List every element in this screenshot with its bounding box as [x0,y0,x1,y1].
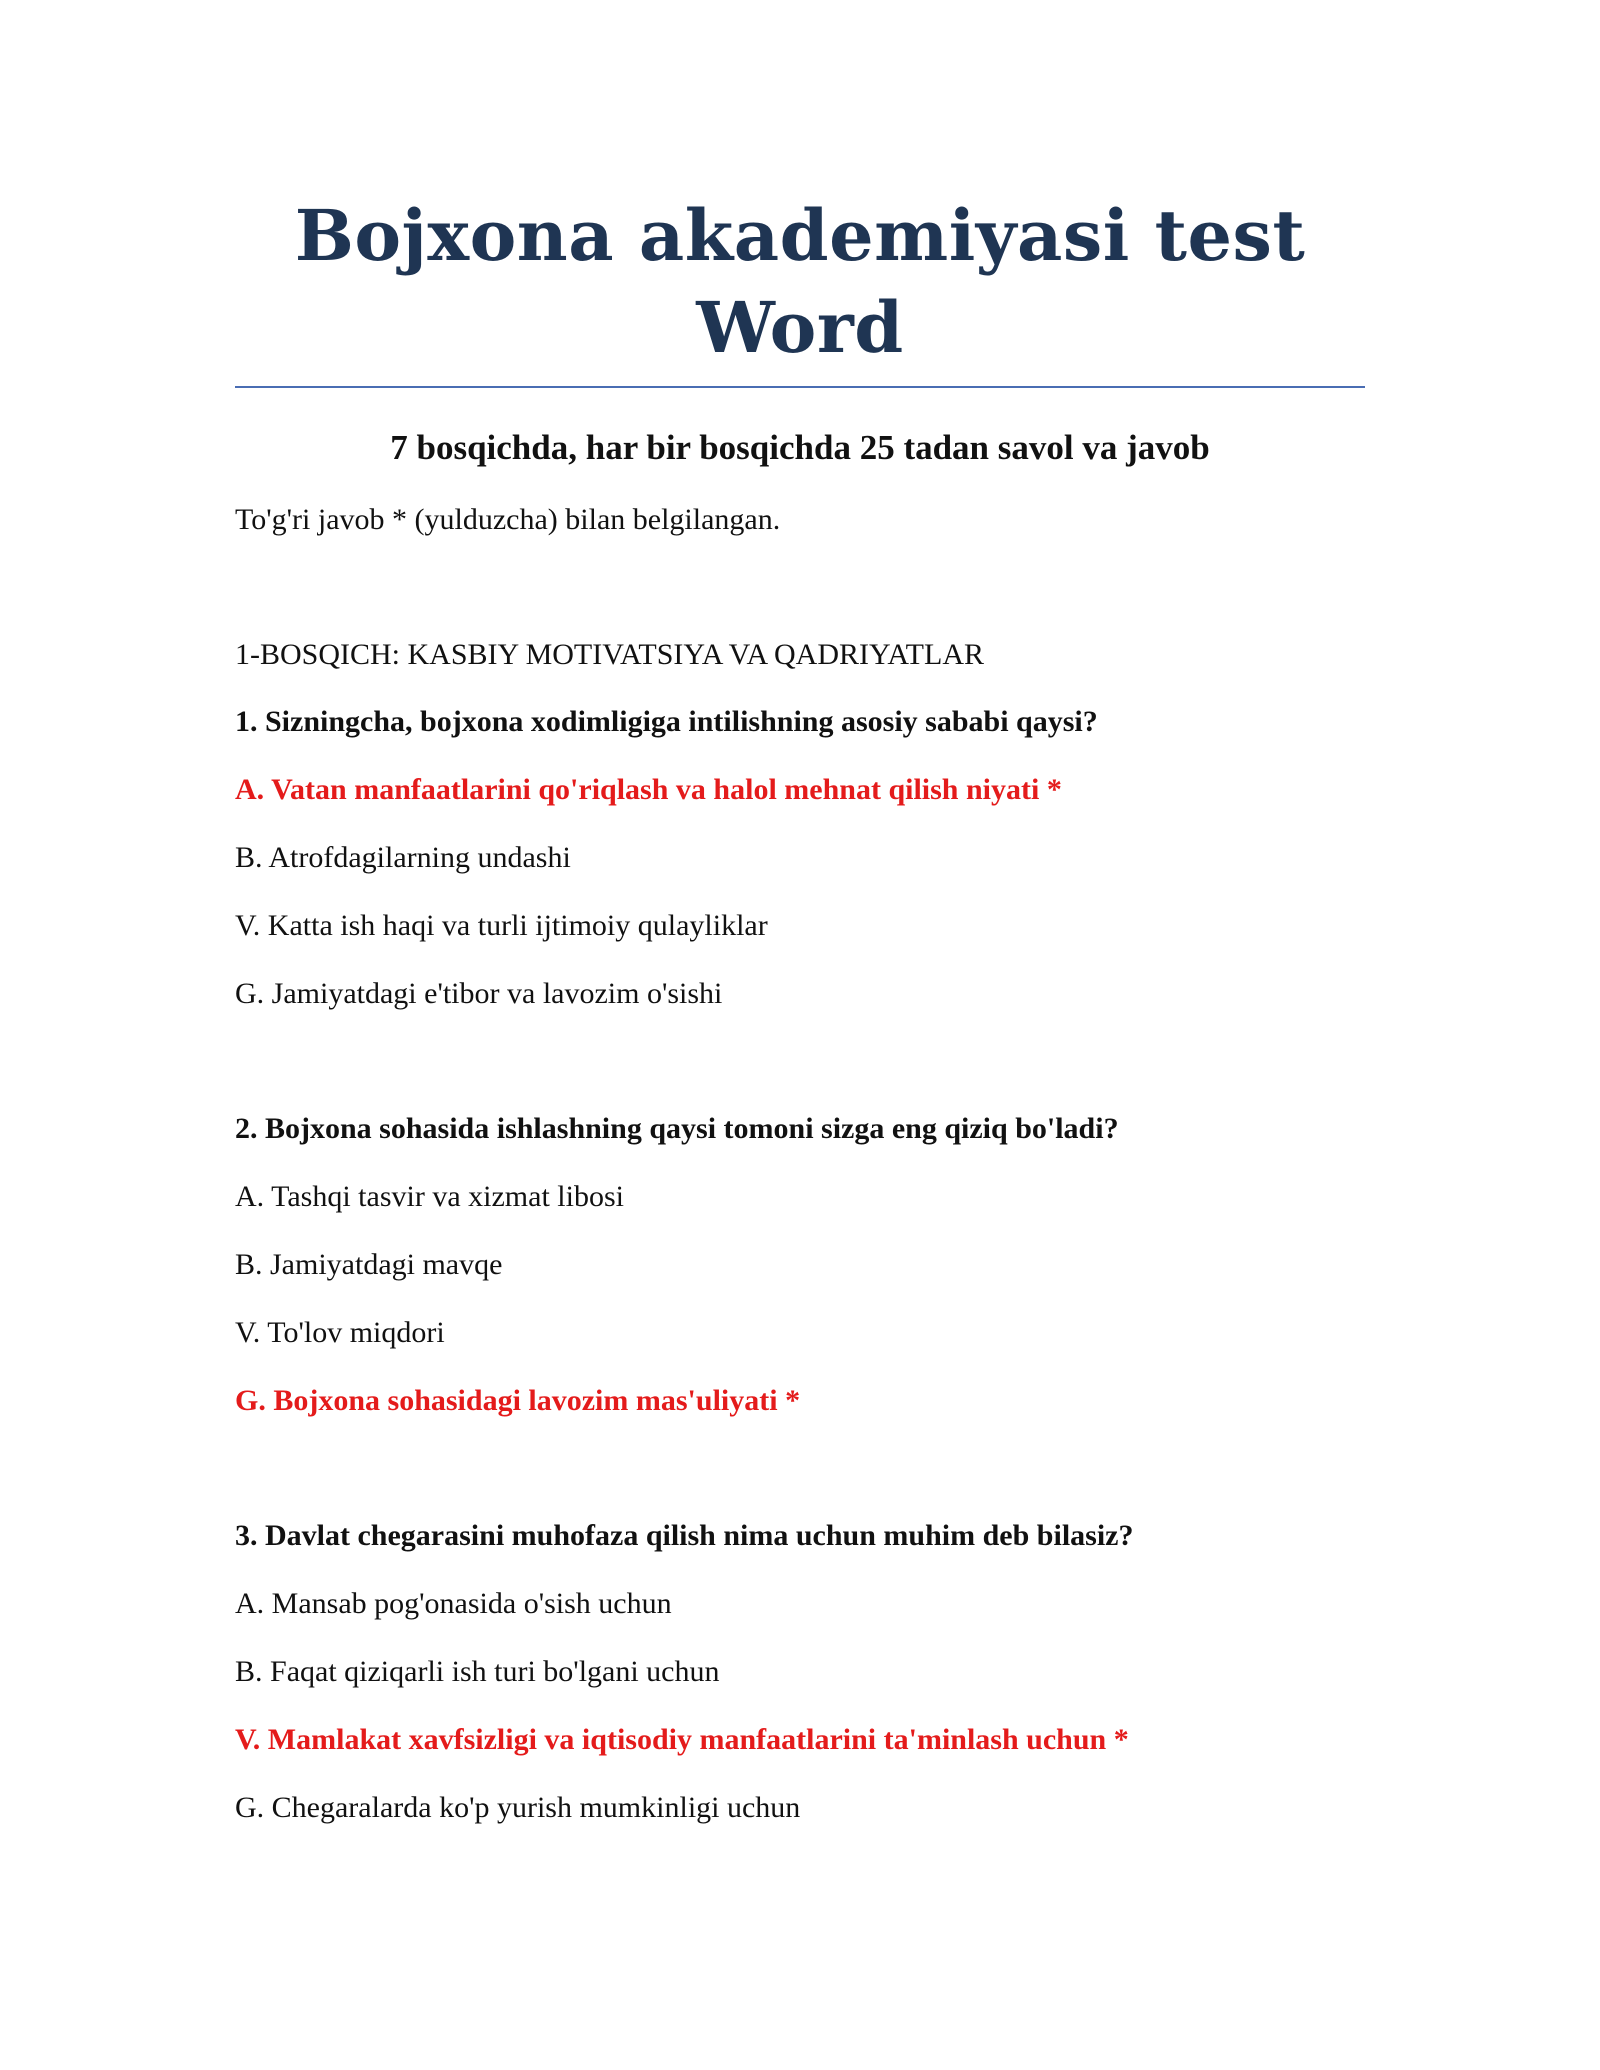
answer-key-note: To'g'ri javob * (yulduzcha) bilan belgilangan. [235,503,781,536]
answer-option: A. Mansab pog'onasida o'sish uchun [235,1587,672,1620]
answer-option: V. Katta ish haqi va turli ijtimoiy qulayliklar [235,909,768,942]
question-text: 2. Bojxona sohasida ishlashning qaysi tomoni sizga eng qiziq bo'ladi? [235,1112,1119,1145]
question-text: 3. Davlat chegarasini muhofaza qilish nima uchun muhim deb bilasiz? [235,1519,1134,1552]
answer-option: B. Jamiyatdagi mavqe [235,1248,503,1281]
question-block-3 [235,1516,1365,1828]
correct-answer-option: A. Vatan manfaatlarini qo'riqlash va halol mehnat qilish niyati * [235,773,1062,806]
document-subtitle: 7 bosqichda, har bir bosqichda 25 tadan savol va javob [390,428,1210,467]
answer-option: B. Atrofdagilarning undashi [235,841,571,874]
answer-option: V. To'lov miqdori [235,1316,445,1349]
answer-option: G. Chegaralarda ko'p yurish mumkinligi uchun [235,1791,801,1824]
correct-answer-option: G. Bojxona sohasidagi lavozim mas'uliyati * [235,1384,801,1417]
correct-answer-option: V. Mamlakat xavfsizligi va iqtisodiy manfaatlarini ta'minlash uchun * [235,1723,1129,1756]
question-block-2 [235,1109,1365,1421]
question-block-1 [235,702,1365,1014]
answer-option: G. Jamiyatdagi e'tibor va lavozim o'sishi [235,977,723,1010]
document-page [235,190,1365,1828]
answer-option: A. Tashqi tasvir va xizmat libosi [235,1180,624,1213]
stage-heading: 1-BOSQICH: KASBIY MOTIVATSIYA VA QADRIYATLAR [235,638,984,671]
document-title: Bojxona akademiyasi test Word [235,190,1365,388]
question-text: 1. Sizningcha, bojxona xodimligiga intilishning asosiy sababi qaysi? [235,705,1098,738]
answer-option: B. Faqat qiziqarli ish turi bo'lgani uchun [235,1655,720,1688]
